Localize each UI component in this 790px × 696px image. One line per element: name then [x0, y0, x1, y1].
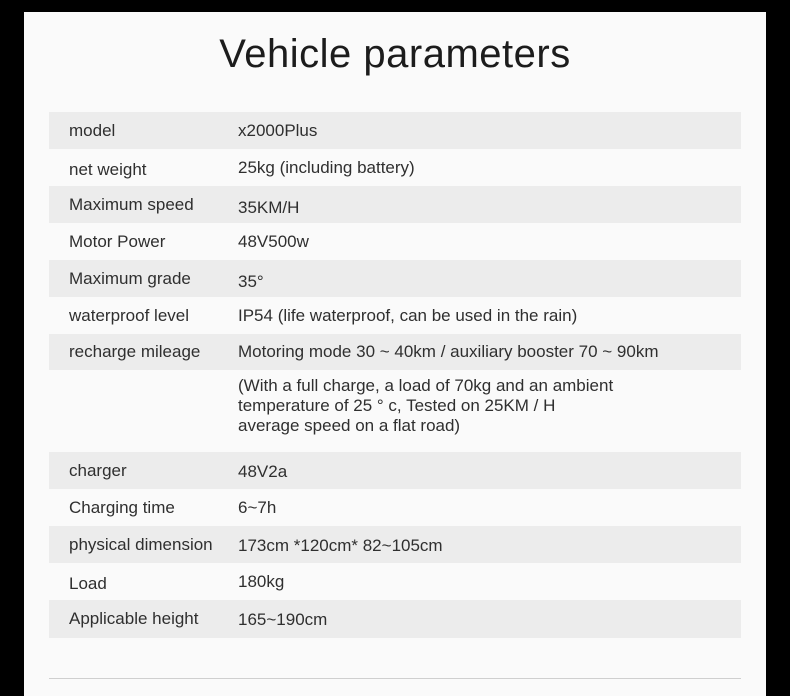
table-row-maximum-speed — [49, 186, 741, 223]
row-label: physical dimension — [69, 534, 213, 554]
row-label: Charging time — [69, 497, 175, 517]
row-label: waterproof level — [69, 305, 190, 325]
note-line: (With a full charge, a load of 70kg and an ambient — [238, 376, 614, 395]
row-value: 48V500w — [238, 231, 309, 251]
row-value: 173cm *120cm* 82~105cm — [238, 535, 443, 555]
row-label: recharge mileage — [69, 342, 201, 361]
row-value: x2000Plus — [238, 120, 318, 140]
note-line: average speed on a flat road) — [238, 416, 461, 435]
note-line: temperature of 25 ° c, Tested on 25KM / H — [238, 396, 556, 415]
table-row-maximum-grade — [49, 260, 741, 297]
row-value: 165~190cm — [238, 610, 328, 629]
row-value: 25kg (including battery) — [238, 157, 415, 177]
row-label: Applicable height — [69, 609, 199, 628]
page-title: Vehicle parameters — [219, 32, 571, 76]
table-row-motor-power — [49, 223, 741, 260]
spec-sheet — [24, 12, 766, 696]
table-row-charging-time — [49, 489, 741, 526]
row-value: 180kg — [238, 571, 285, 591]
row-label: net weight — [69, 160, 147, 179]
row-value: Motoring mode 30 ~ 40km / auxiliary booster 70 ~ 90km — [238, 342, 659, 361]
table-row-model — [49, 112, 741, 149]
table-row-physical-dimension — [49, 526, 741, 563]
row-value: 6~7h — [238, 497, 277, 517]
row-value: 48V2a — [238, 461, 288, 481]
row-label: model — [69, 120, 116, 140]
mileage-note — [238, 370, 741, 436]
row-value: IP54 (life waterproof, can be used in the rain) — [238, 305, 578, 325]
table-row-waterproof-level — [49, 297, 741, 334]
row-value: 35° — [238, 271, 264, 291]
table-row-applicable-height — [49, 600, 741, 638]
bottom-divider — [49, 678, 741, 679]
row-label: Maximum speed — [69, 194, 194, 214]
row-value: 35KM/H — [238, 197, 300, 217]
table-row-net-weight — [49, 149, 741, 186]
table-row-load — [49, 563, 741, 600]
parameters-table — [49, 112, 741, 638]
table-row-charger — [49, 452, 741, 489]
row-label: Motor Power — [69, 231, 166, 251]
table-row-recharge-mileage — [49, 334, 741, 370]
table-row-mileage-note — [49, 370, 741, 452]
row-label: Load — [69, 573, 107, 593]
row-label: Maximum grade — [69, 268, 191, 288]
row-label: charger — [69, 460, 127, 480]
